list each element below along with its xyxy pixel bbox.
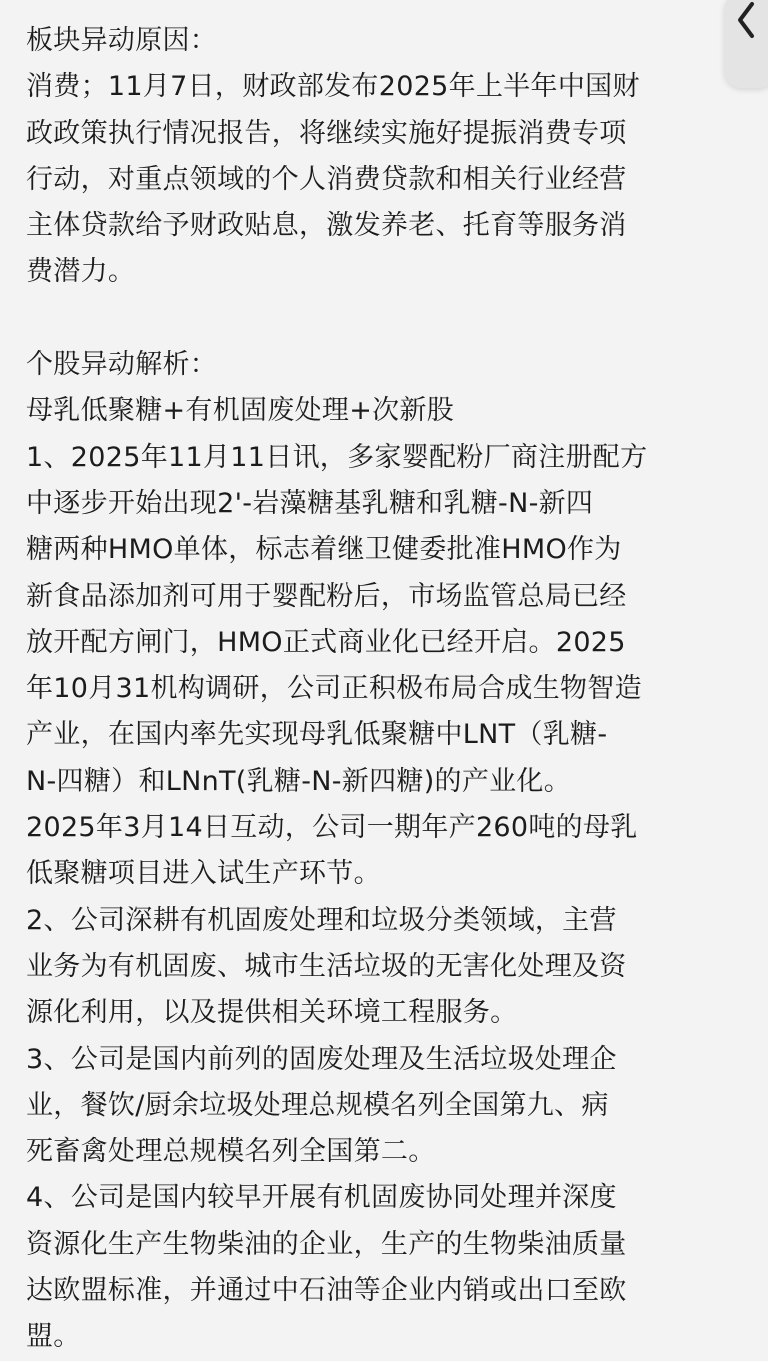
reason-line: 费潜力。 [26, 256, 136, 288]
analysis-line: 死畜禽处理总规模名列全国第二。 [26, 1136, 436, 1168]
article-body [26, 18, 742, 1361]
analysis-line: 放开配方闸门，HMO正式商业化已经开启。2025 [26, 626, 626, 658]
analysis-line: 业务为有机固废、城市生活垃圾的无害化处理及资 [26, 950, 627, 982]
analysis-line: 产业，在国内率先实现母乳低聚糖中LNT（乳糖- [26, 719, 608, 751]
section-heading-reason: 板块异动原因： [26, 25, 218, 56]
analysis-line: 低聚糖项目进入试生产环节。 [26, 858, 381, 890]
reason-line: 主体贷款给予财政贴息，激发养老、托育等服务消 [26, 210, 627, 242]
analysis-line: 年10月31机构调研，公司正积极布局合成生物智造 [26, 673, 642, 705]
analysis-line: 1、2025年11月11日讯，多家婴配粉厂商注册配方 [26, 441, 648, 473]
analysis-subtitle: 母乳低聚糖+有机固废处理+次新股 [26, 395, 455, 427]
section-heading-analysis: 个股异动解析： [26, 349, 218, 381]
analysis-line: 中逐步开始出现2'-岩藻糖基乳糖和乳糖-N-新四 [26, 487, 594, 519]
analysis-line: 3、公司是国内前列的固废处理及生活垃圾处理企 [26, 1043, 617, 1075]
analysis-line: 2025年3月14日互动，公司一期年产260吨的母乳 [26, 812, 638, 844]
paragraph-gap [26, 296, 742, 342]
analysis-line: N-四糖）和LNnT(乳糖-N-新四糖)的产业化。 [26, 765, 572, 797]
analysis-line: 业，餐饮/厨余垃圾处理总规模名列全国第九、病 [26, 1089, 609, 1121]
analysis-line: 源化利用，以及提供相关环境工程服务。 [26, 997, 518, 1029]
analysis-line: 达欧盟标准，并通过中石油等企业内销或出口至欧 [26, 1275, 627, 1307]
analysis-line: 糖两种HMO单体，标志着继卫健委批准HMO作为 [26, 534, 622, 566]
reason-line: 消费；11月7日，财政部发布2025年上半年中国财 [26, 71, 640, 103]
analysis-line: 4、公司是国内较早开展有机固废协同处理并深度 [26, 1182, 617, 1214]
reason-line: 政政策执行情况报告，将继续实施好提振消费专项 [26, 117, 627, 149]
analysis-line: 盟。 [26, 1321, 81, 1353]
reason-line: 行动，对重点领域的个人消费贷款和相关行业经营 [26, 163, 627, 195]
analysis-line: 2、公司深耕有机固废处理和垃圾分类领域，主营 [26, 904, 617, 936]
analysis-line: 新食品添加剂可用于婴配粉后，市场监管总局已经 [26, 580, 627, 612]
analysis-line: 资源化生产生物柴油的企业，生产的生物柴油质量 [26, 1228, 627, 1260]
